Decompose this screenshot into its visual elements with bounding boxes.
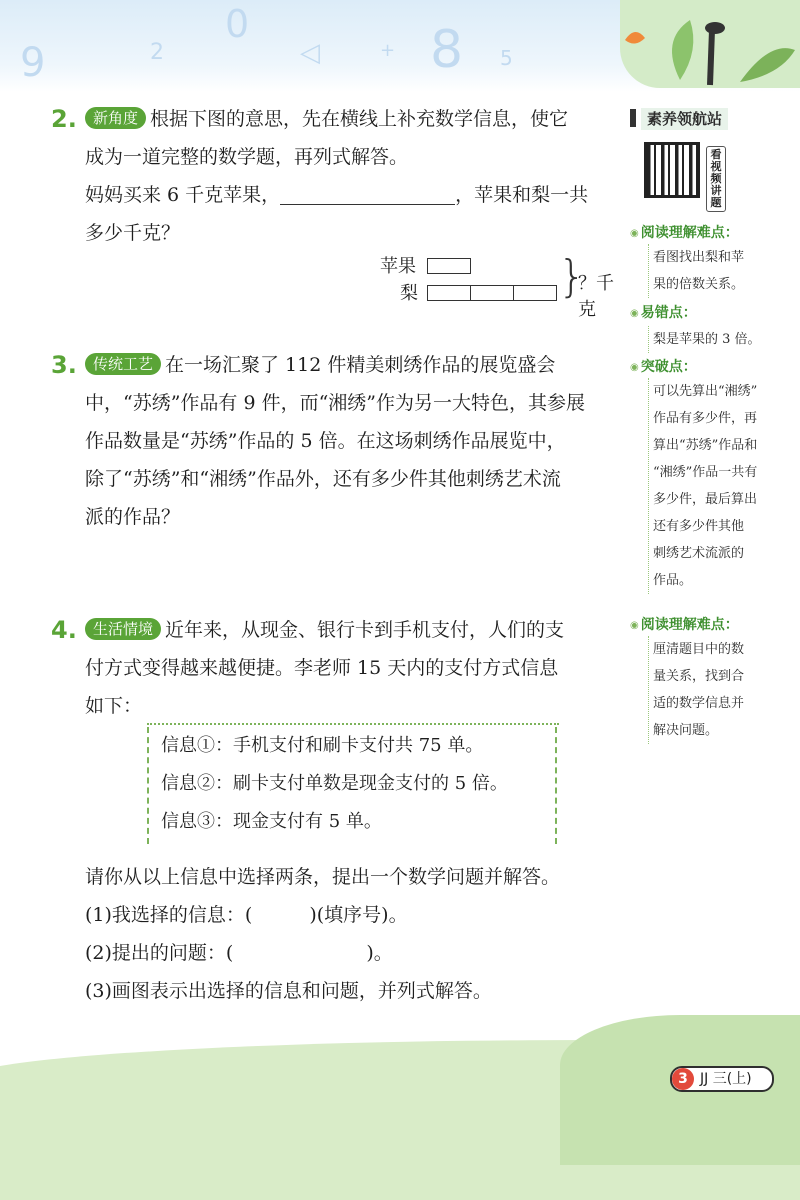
pear-segment [513,285,557,301]
problem-number: 4. [51,616,77,644]
problem-text-line: 近年来，从现金、银行卡到手机支付，人们的支 [165,619,565,641]
diagram-label-apple: 苹果 [380,256,416,277]
corner-plant-decoration [620,0,800,88]
book-label: JJ 三(上) [700,1071,752,1087]
info-box-border [147,723,559,725]
problem-text-line: 中，“苏绣”作品有 9 件，而“湘绣”作为另一大特色，其参展 [85,392,586,414]
problem-text-line: 付方式变得越来越便捷。李老师 15 天内的支付方式信息 [85,657,559,679]
problem-tag: 传统工艺 [85,353,161,375]
info-item: 信息①：手机支付和刷卡支付共 75 单。 [161,735,484,756]
problem-text: 妈妈买来 6 千克苹果， [85,184,281,206]
problem-text: ，苹果和梨一共 [455,184,589,206]
sidebar-section-body: 看图找出梨和苹 果的倍数关系。 [648,244,771,298]
info-item: 信息③：现金支付有 5 单。 [161,811,382,832]
deco-digit: 0 [225,2,250,46]
sidebar-section-head: ◉ 突破点： [630,356,697,376]
deco-triangle: ◁ [300,38,320,68]
deco-digit: 9 [20,40,46,86]
problem-2 [51,100,625,252]
problem-text-line: 作品数量是“苏绣”作品的 5 倍。在这场刺绣作品展览中， [85,430,566,452]
lighthouse-icon [630,109,636,127]
sidebar-section-head: ◉ 易错点： [630,302,697,322]
qr-code-icon[interactable] [644,142,700,198]
pear-segment [427,285,471,301]
problem-tag: 新角度 [85,107,146,129]
deco-plus: + [380,40,396,61]
sub-question-2[interactable]: (2)提出的问题：( )。 [85,942,393,964]
diagram-label-pear: 梨 [400,283,418,304]
problem-text-line: 成为一道完整的数学题，再列式解答。 [85,146,409,168]
deco-digit: 2 [150,40,164,65]
problem-text-line: 根据下图的意思，先在横线上补充数学信息，使它 [150,108,569,130]
apple-pear-diagram [370,251,630,320]
sidebar-title: 素养领航站 [630,108,760,130]
qr-label: 看视频讲题 [706,146,726,212]
brace-symbol: } [558,251,586,302]
info-item: 信息②：刷卡支付单数是现金支付的 5 倍。 [161,773,508,794]
diagram-question: ？千克 [578,273,614,320]
answer-blank-line[interactable] [280,182,455,205]
problem-4-questions [55,858,625,1010]
problem-text-line: 除了“苏绣”和“湘绣”作品外，还有多少件其他刺绣艺术流 [85,468,561,490]
sidebar-section-body: 可以先算出“湘绣” 作品有多少件，再 算出“苏绣”作品和 “湘绣”作品一共有 多少件，最后算出 还有多少件其他 刺绣艺术流派的 作品。 [648,378,771,594]
deco-digit: 5 [500,46,513,70]
pear-segment [470,285,514,301]
sidebar-section-body: 厘清题目中的数 量关系，找到合 适的数学信息并 解决问题。 [648,636,771,744]
problem-text-line: 如下： [85,695,143,717]
plant-icon [620,0,800,88]
deco-digit: 8 [430,20,464,80]
sidebar-section-head: ◉ 阅读理解难点： [630,222,739,242]
page-number-badge [670,1066,774,1092]
sidebar-section-body: 梨是苹果的 3 倍。 [648,326,771,353]
problem-text-line: 在一场汇聚了 112 件精美刺绣作品的展览盛会 [165,354,556,376]
problem-number: 3. [51,351,77,379]
problem-3 [51,346,625,536]
problem-text-line: 派的作品？ [85,506,181,528]
problem-text-line: 请你从以上信息中选择两条，提出一个数学问题并解答。 [85,866,561,888]
problem-4 [51,611,625,725]
sidebar-section-head: ◉ 阅读理解难点： [630,614,739,634]
info-box [147,727,557,844]
page-number: 3 [672,1068,694,1090]
problem-text-line: 多少千克？ [85,222,181,244]
problem-number: 2. [51,105,77,133]
sub-question-1[interactable]: (1)我选择的信息：( )(填序号)。 [85,904,408,926]
apple-segment [427,258,471,274]
problem-tag: 生活情境 [85,618,161,640]
sub-question-3[interactable]: (3)画图表示出选择的信息和问题，并列式解答。 [85,980,492,1002]
